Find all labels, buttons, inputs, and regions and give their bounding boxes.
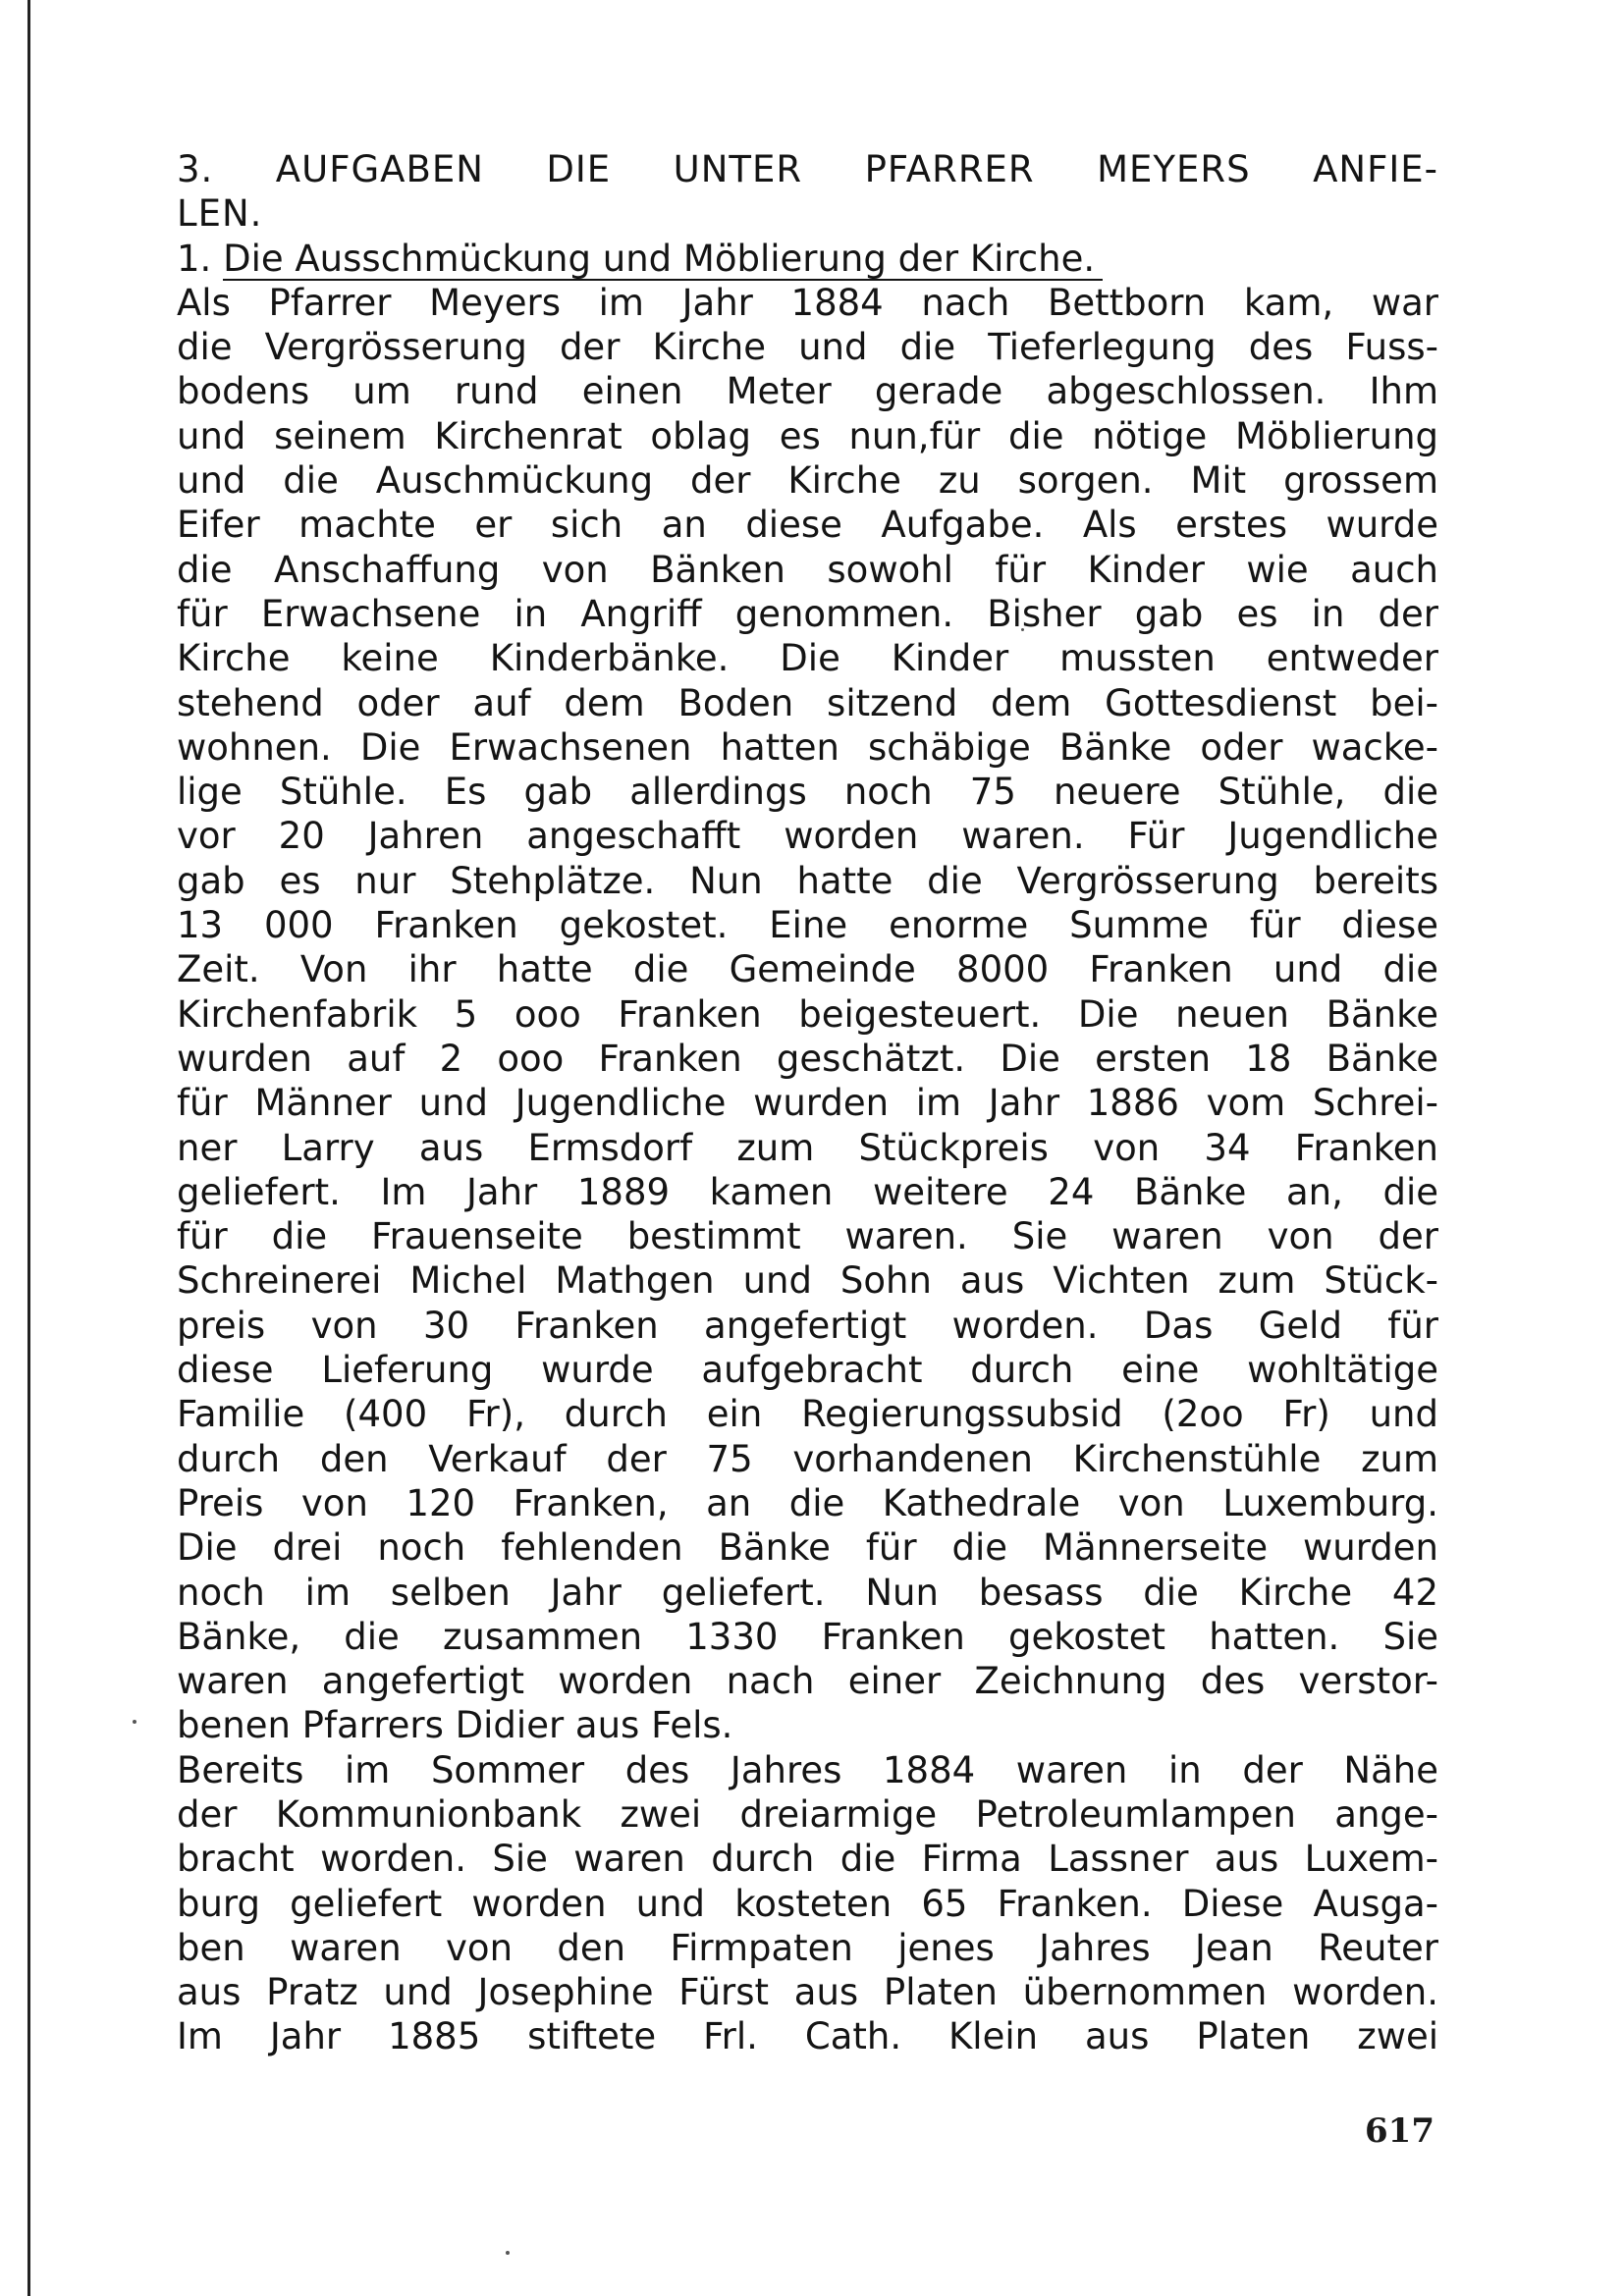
text-line: ner Larry aus Ermsdorf zum Stückpreis von 34 Franken	[177, 1126, 1438, 1169]
text-line: noch im selben Jahr geliefert. Nun besass die Kirche 42	[177, 1571, 1438, 1614]
text-line: vor 20 Jahren angeschafft worden waren. Für Jugendliche	[177, 815, 1438, 858]
text-line: durch den Verkauf der 75 vorhandenen Kirchenstühle zum	[177, 1437, 1438, 1480]
text-line: der Kommunionbank zwei dreiarmige Petroleumlampen ange-	[177, 1792, 1438, 1836]
text-line: aus Pratz und Josephine Fürst aus Platen übernommen worden.	[177, 1971, 1438, 2014]
text-line: bracht worden. Sie waren durch die Firma Lassner aus Luxem-	[177, 1838, 1438, 1881]
text-line: 13 000 Franken gekostet. Eine enorme Summe für diese	[177, 904, 1438, 947]
text-line: für die Frauenseite bestimmt waren. Sie waren von der	[177, 1215, 1438, 1258]
text-line: die Anschaffung von Bänken sowohl für Kinder wie auch	[177, 548, 1438, 591]
text-line: die Vergrösserung der Kirche und die Tieferlegung des Fuss-	[177, 326, 1438, 369]
text-line: für Erwachsene in Angriff genommen. Bisher gab es in der	[177, 592, 1438, 635]
text-line: diese Lieferung wurde aufgebracht durch eine wohltätige	[177, 1349, 1438, 1392]
text-line: wohnen. Die Erwachsenen hatten schäbige Bänke oder wacke-	[177, 725, 1438, 769]
text-line: burg geliefert worden und kosteten 65 Franken. Diese Ausga-	[177, 1882, 1438, 1925]
body-text	[177, 281, 1438, 2059]
scan-page-edge	[27, 0, 30, 2296]
text-line: waren angefertigt worden nach einer Zeichnung des verstor-	[177, 1660, 1438, 1703]
text-line: Kirchenfabrik 5 ooo Franken beigesteuert. Die neuen Bänke	[177, 992, 1438, 1036]
text-line: für Männer und Jugendliche wurden im Jahr 1886 vom Schrei-	[177, 1082, 1438, 1125]
text-line: stehend oder auf dem Boden sitzend dem Gottesdienst bei-	[177, 681, 1438, 724]
text-line: preis von 30 Franken angefertigt worden. Das Geld für	[177, 1304, 1438, 1347]
section-heading-text-continued: LEN.	[177, 192, 263, 236]
text-line: Preis von 120 Franken, an die Kathedrale von Luxemburg.	[177, 1481, 1438, 1524]
page-text-block	[177, 147, 1438, 2059]
text-line: Schreinerei Michel Mathgen und Sohn aus Vichten zum Stück-	[177, 1259, 1438, 1303]
subheading-title: Die Ausschmückung und Möblierung der Kirche.	[223, 240, 1103, 281]
text-line: Als Pfarrer Meyers im Jahr 1884 nach Bettborn kam, war	[177, 281, 1438, 324]
text-line: Die drei noch fehlenden Bänke für die Männerseite wurden	[177, 1526, 1438, 1570]
text-line: Eifer machte er sich an diese Aufgabe. Als erstes wurde	[177, 504, 1438, 547]
scan-speck	[133, 1720, 136, 1724]
text-line: lige Stühle. Es gab allerdings noch 75 neuere Stühle, die	[177, 771, 1438, 814]
text-line: Familie (400 Fr), durch ein Regierungssubsid (2oo Fr) und	[177, 1393, 1438, 1436]
subheading	[177, 237, 1438, 281]
scan-speck	[506, 2251, 510, 2255]
subheading-number: 1.	[177, 237, 212, 280]
text-line: gab es nur Stehplätze. Nun hatte die Vergrösserung bereits	[177, 859, 1438, 902]
section-heading-text: 3. AUFGABEN DIE UNTER PFARRER MEYERS ANFIE-	[177, 148, 1438, 190]
section-heading-line-1	[177, 147, 1438, 191]
text-line: und seinem Kirchenrat oblag es nun,für die nötige Möblierung	[177, 414, 1438, 457]
text-line: Bänke, die zusammen 1330 Franken gekostet hatten. Sie	[177, 1615, 1438, 1658]
page-number: 617	[1365, 2111, 1435, 2151]
text-line: benen Pfarrers Didier aus Fels.	[177, 1704, 733, 1747]
text-line: Im Jahr 1885 stiftete Frl. Cath. Klein aus Platen zwei	[177, 2015, 1438, 2058]
text-line: und die Auschmückung der Kirche zu sorgen. Mit grossem	[177, 459, 1438, 503]
text-line: wurden auf 2 ooo Franken geschätzt. Die ersten 18 Bänke	[177, 1037, 1438, 1080]
text-line: Zeit. Von ihr hatte die Gemeinde 8000 Franken und die	[177, 948, 1438, 991]
text-line: Kirche keine Kinderbänke. Die Kinder mussten entweder	[177, 637, 1438, 680]
text-line: geliefert. Im Jahr 1889 kamen weitere 24 Bänke an, die	[177, 1170, 1438, 1213]
text-line: ben waren von den Firmpaten jenes Jahres Jean Reuter	[177, 1926, 1438, 1969]
section-heading-line-2	[177, 191, 1438, 236]
text-line: bodens um rund einen Meter gerade abgeschlossen. Ihm	[177, 370, 1438, 413]
text-line: Bereits im Sommer des Jahres 1884 waren in der Nähe	[177, 1748, 1438, 1791]
